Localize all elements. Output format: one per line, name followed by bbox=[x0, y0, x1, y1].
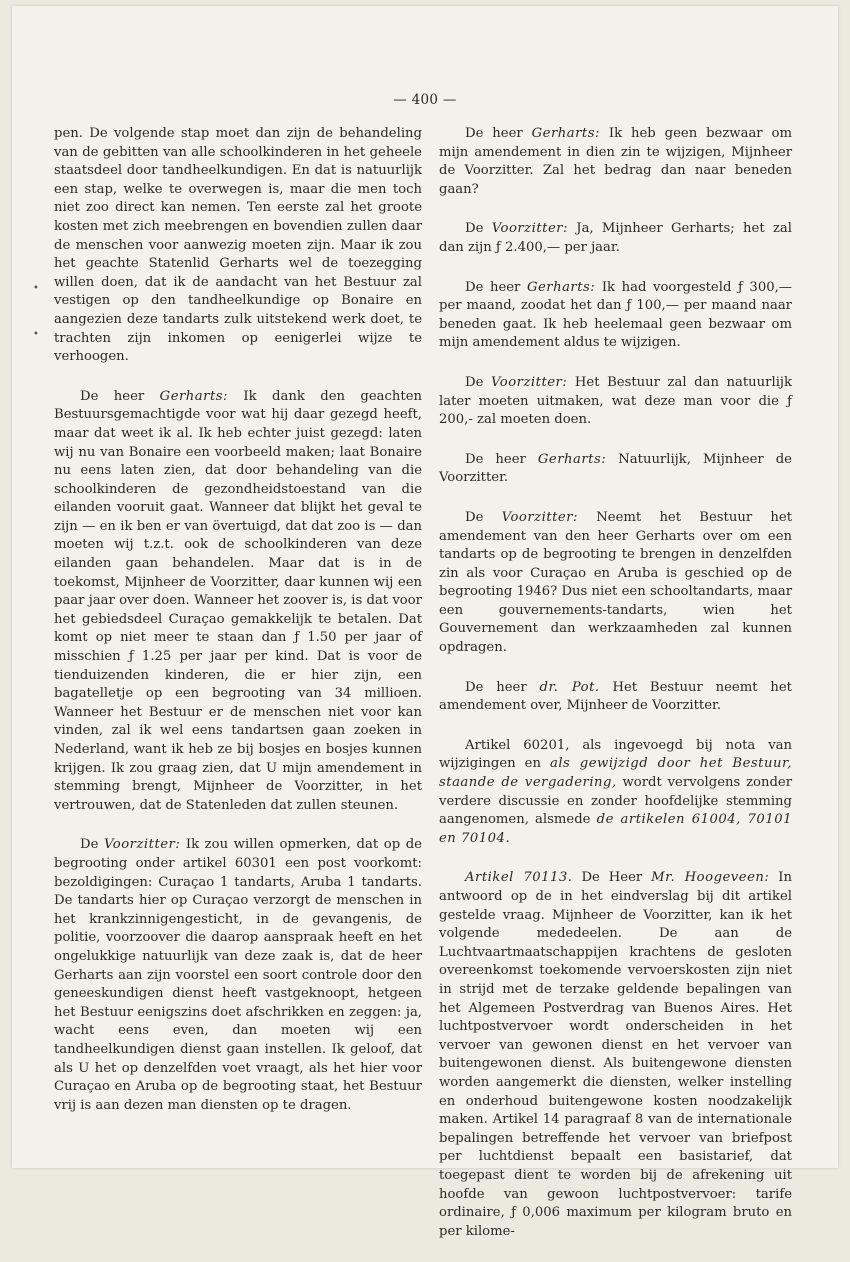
paragraph: De heer dr. Pot. Het Bestuur neemt het amendement over, Mijnheer de Voorzitter. bbox=[439, 679, 792, 714]
paragraph: Artikel 70113. De Heer Mr. Hoogeveen: In antwoord op de in het eindverslag bij dit artikel gestelde vraag. Mijnheer de Voorzitter, kan ik het volgende mededeelen. De aan de Luchtvaartmaatschappijen krachtens de gesloten overeenkomst toekomende vervoerskosten zijn niet in strijd met de terzake geldende bepalingen van het Algemeen Postverdrag van Buenos Aires. Het luchtpostvervoer wordt onderscheiden in het vervoer van gewonen dienst en het vervoer van buitengewonen dienst. Als buitengewone diensten worden aangemerkt die diensten, welker instelling en onderhoud buitengewone kosten noodzakelijk maken. Artikel 14 paragraaf 8 van de internationale bepalingen betreffende het vervoer van briefpost per luchtdienst bepaalt een basistarief, dat toegepast dient te worden bij de afrekening uit hoofde van gewoon luchtpostvervoer: tarife ordinaire, ƒ 0,006 maximum per kilogram bruto en per kilome- bbox=[439, 870, 792, 1239]
speaker-name: Voorzitter: bbox=[490, 374, 568, 390]
speaker-name: Voorzitter: bbox=[103, 837, 181, 853]
emphasis: als gewijzigd door het Bestuur, staande de vergadering, bbox=[439, 756, 792, 791]
speaker-name: Gerharts: bbox=[159, 388, 228, 404]
speaker-name: Gerharts: bbox=[531, 126, 600, 141]
margin-mark: • bbox=[33, 329, 39, 340]
paragraph: De Voorzitter: Ik zou willen opmerken, dat op de begrooting onder artikel 60301 een post voorkomt: bezoldigingen: Curaçao 1 tandarts, Aruba 1 tandarts. De tandarts hier op Curaçao verzorgt de menschen in het krankzinnigengesticht, in de gevangenis, de politie, voorzoover die daarop aanspraak heeft en het ongelukkige natuurlijk van deze zaak is, dat de heer Gerharts aan zijn voorstel een soort controle door den geneeskundigen dienst heeft vastgeknoopt, hetgeen het Bestuur eenigszins doet afschrikken en zeggen: ja, wacht eens even, dan moeten wij een tandheelkundigen dienst gaan instellen. Ik geloof, dat als U het op denzelfden voet vraagt, als het hier voor Curaçao en Aruba op de begrooting staat, het Bestuur vrij is aan dezen man diensten op te dragen. bbox=[54, 837, 422, 1113]
speaker-name: Gerharts: bbox=[537, 451, 607, 467]
paragraph: pen. De volgende stap moet dan zijn de behandeling van de gebitten van alle schoolkinderen in het geheele staatsdeel door tandheelkundigen. En dat is natuurlijk een stap, welke te overwegen is, maar die men toch niet zoo direct kan nemen. Ten eerste zal het groote kosten met zich meebrengen en bovendien zullen daar de menschen voor aanwezig moeten zijn. Maar ik zou het geachte Statenlid Gerharts wel de toezegging willen doen, dat ik de aandacht van het Bestuur zal vestigen op den tandheelkundige op Bonaire en aangezien deze tandarts zulk uitstekend werk doet, te trachten zijn inkomen op eenigerlei wijze te verhoogen. bbox=[54, 126, 422, 365]
article-reference: Artikel 70113. bbox=[465, 870, 573, 886]
paragraph: De heer Gerharts: Natuurlijk, Mijnheer de Voorzitter. bbox=[439, 451, 792, 486]
left-column bbox=[54, 125, 422, 1136]
speaker-name: Voorzitter: bbox=[501, 509, 578, 525]
paragraph: De heer Gerharts: Ik heb geen bezwaar om mijn amendement in dien zin te wijzigen, Mijnheer de Voorzitter. Zal het bedrag dan naar beneden gaan? bbox=[439, 126, 792, 197]
paragraph: De Voorzitter: Het Bestuur zal dan natuurlijk later moeten uitmaken, wat deze man voor die ƒ 200,- zal moeten doen. bbox=[439, 374, 792, 428]
paragraph: De heer Gerharts: Ik had voorgesteld ƒ 300,— per maand, zoodat het dan ƒ 100,— per maand naar beneden gaat. Ik heb heelemaal geen bezwaar om mijn amendement aldus te wijzigen. bbox=[439, 279, 792, 351]
margin-mark: • bbox=[33, 283, 39, 294]
speaker-name: dr. Pot. bbox=[539, 679, 600, 695]
article-references: de artikelen 61004, 70101 en 70104. bbox=[439, 812, 792, 846]
paragraph: De heer Gerharts: Ik dank den geachten Bestuursgemachtigde voor wat hij daar gezegd heeft, maar dat weet ik al. Ik heb echter juist gezegd: laten wij nu van Bonaire een voorbeeld maken; laat Bonaire nu eens laten zien, dat door behandeling van die schoolkinderen de gezondheidstoestand van die eilanden vooruit gaat. Wanneer dat blijkt het geval te zijn — en ik ben er van övertuigd, dat dat zoo is — dan moeten wij t.z.t. ook de schoolkinderen van deze eilanden gaan behandelen. Maar dat is in de toekomst, Mijnheer de Voorzitter, daar kunnen wij een paar jaar over doen. Wanneer het zoover is, is dat voor het gebiedsdeel Curaçao gemakkelijk te betalen. Dat komt op niet meer te staan dan ƒ 1.50 per jaar of misschien ƒ 1.25 per jaar per kind. Dat is voor de tienduizenden kinderen, die er hier zijn, een bagatelletje op een begrooting van 34 millioen. Wanneer het Bestuur er de menschen niet voor kan vinden, zal ik wel eens tandartsen gaan zoeken in Nederland, want ik heb ze bij bosjes en bosjes kunnen krijgen. Ik zou graag zien, dat U mijn amendement in stemming brengt, Mijnheer de Voorzitter, in het vertrouwen, dat de Statenleden dat zullen steunen. bbox=[54, 388, 423, 813]
speaker-name: Mr. Hoogeveen: bbox=[651, 870, 770, 886]
page-number: — 400 — bbox=[393, 92, 457, 108]
right-column bbox=[439, 125, 792, 1262]
speaker-name: Gerharts: bbox=[526, 279, 596, 295]
paragraph: De Voorzitter: Neemt het Bestuur het amendement van den heer Gerharts over om een tandarts op de begrooting te brengen in denzelfden zin als voor Curaçao en Aruba is geschied op de begrooting 1946? Dus niet een schooltandarts, maar een gouvernements-tandarts, wien het Gouvernement dan werkzaamheden zal kunnen opdragen. bbox=[439, 509, 792, 656]
paragraph: Artikel 60201, als ingevoegd bij nota van wijzigingen en als gewijzigd door het Bestuur, staande de vergadering, wordt vervolgens zonder verdere discussie en zonder hoofdelijke stemming aangenomen, alsmede de artikelen 61004, 70101 en 70104. bbox=[439, 737, 793, 846]
paragraph: De Voorzitter: Ja, Mijnheer Gerharts; het zal dan zijn ƒ 2.400,— per jaar. bbox=[439, 221, 792, 255]
speaker-name: Voorzitter: bbox=[491, 221, 568, 237]
